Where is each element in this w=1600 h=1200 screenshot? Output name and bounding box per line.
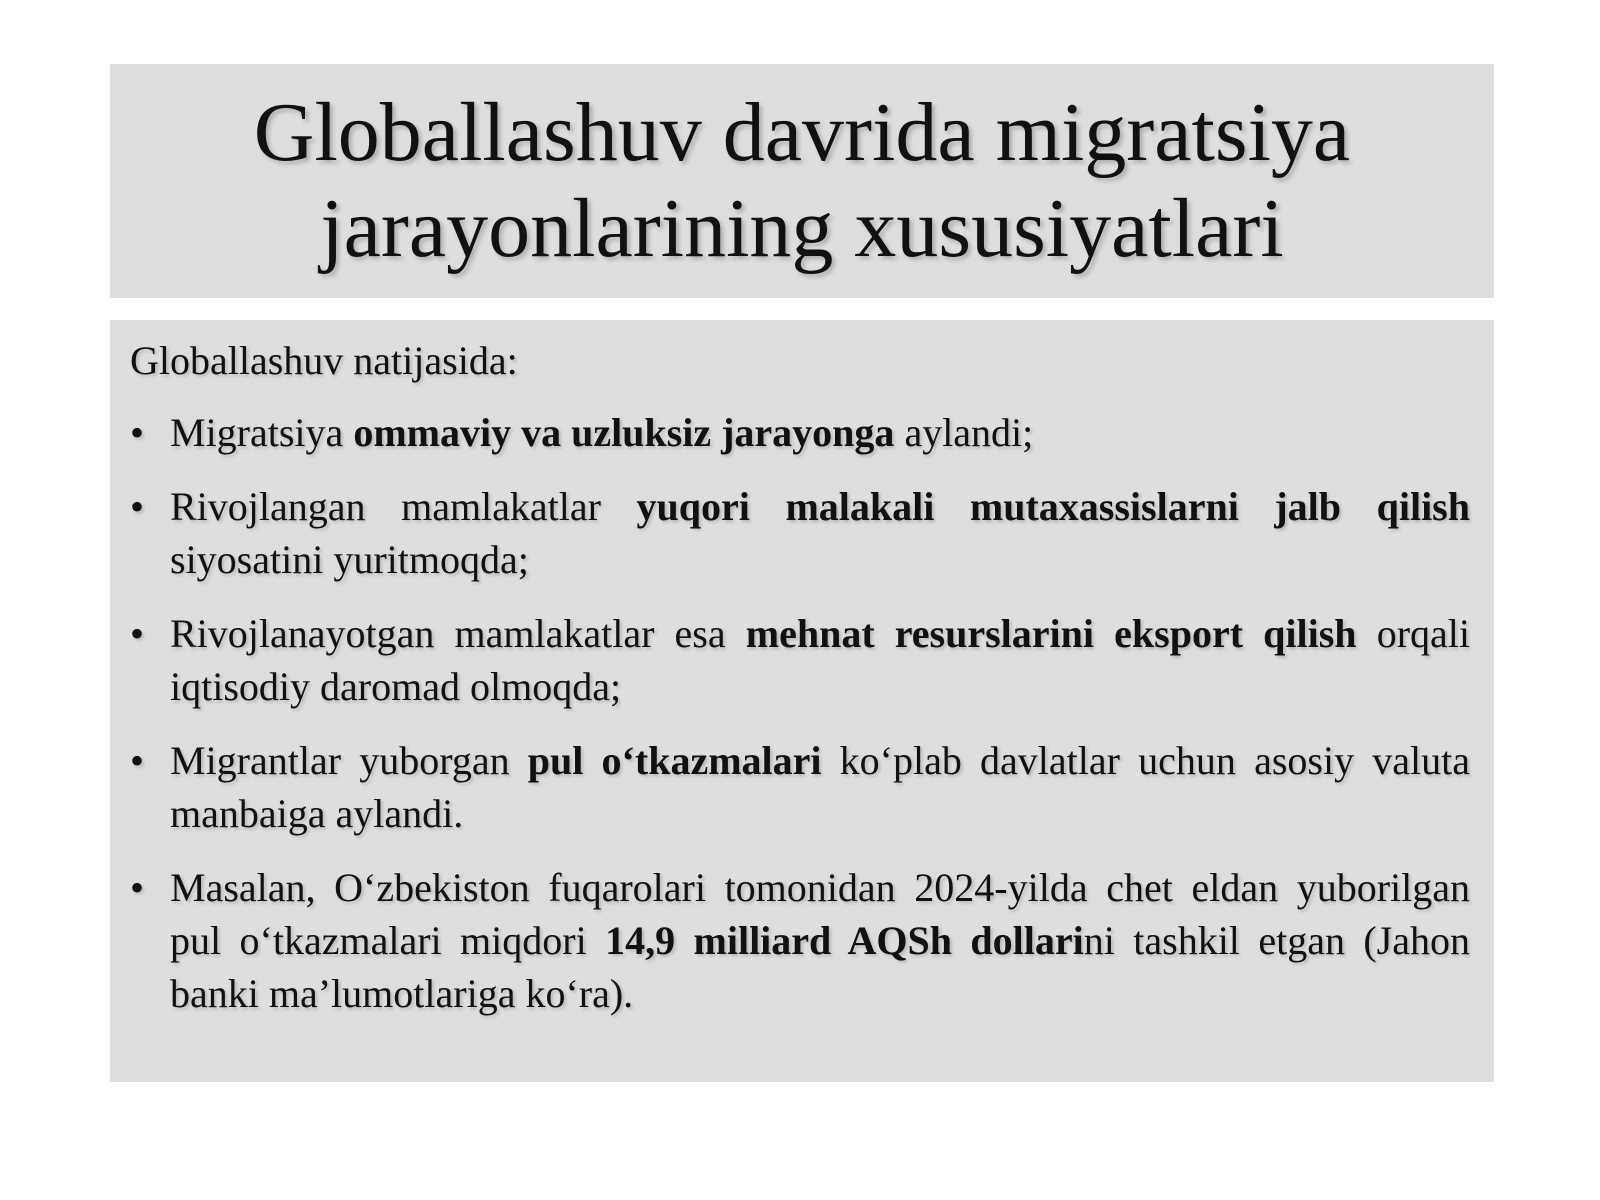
bullet-icon: • <box>130 410 145 455</box>
bullet-item-3 <box>130 607 1470 713</box>
bullet-3-text-end: orqali iqtisodiy daromad olmoqda; <box>170 611 1470 709</box>
bullet-1-text-start: Migratsiya <box>170 410 354 455</box>
bullet-2-text-start: Rivojlangan mamlakatlar <box>170 484 637 529</box>
bullet-2-bold: yuqori malakali mutaxassislarni jalb qilish <box>636 484 1470 529</box>
bullet-item-4 <box>130 734 1470 840</box>
bullet-5-text-start: Masalan, O‘zbekiston fuqarolari tomonidan 2024-yilda chet eldan yuborilgan pul o‘tkazmalari miqdori <box>170 865 1470 963</box>
intro-text: Globallashuv natijasida: <box>130 338 518 383</box>
bullet-item-2 <box>130 480 1470 586</box>
slide-title: Globallashuv davrida migratsiya jarayonlarining xususiyatlari <box>253 86 1351 275</box>
bullet-4-text-end: ko‘plab davlatlar uchun asosiy valuta manbaiga aylandi. <box>170 738 1470 836</box>
bullet-item-5 <box>130 861 1470 1020</box>
bullet-icon: • <box>130 611 145 656</box>
bullet-4-bold: pul o‘tkazmalari <box>527 738 822 783</box>
bullet-1-bold: ommaviy va uzluksiz jarayonga <box>353 410 895 455</box>
content-panel <box>110 320 1494 1082</box>
bullet-3-text-start: Rivojlanayotgan mamlakatlar esa <box>170 611 746 656</box>
bullet-2-text-end: siyosatini yuritmoqda; <box>170 537 529 582</box>
bullet-icon: • <box>130 484 145 529</box>
bullet-5-bold: 14,9 milliard AQSh dollari <box>605 918 1084 963</box>
title-panel <box>110 64 1494 298</box>
bullet-5-text-end: ni tashkil etgan (Jahon banki ma’lumotlariga ko‘ra). <box>170 918 1470 1016</box>
bullet-1-text-end: aylandi; <box>894 410 1034 455</box>
bullet-list <box>130 406 1470 1020</box>
bullet-item-1 <box>130 406 1470 459</box>
bullet-icon: • <box>130 738 145 783</box>
bullet-icon: • <box>130 865 145 910</box>
bullet-3-bold: mehnat resurslarini eksport qilish <box>745 611 1357 656</box>
bullet-4-text-start: Migrantlar yuborgan <box>170 738 528 783</box>
